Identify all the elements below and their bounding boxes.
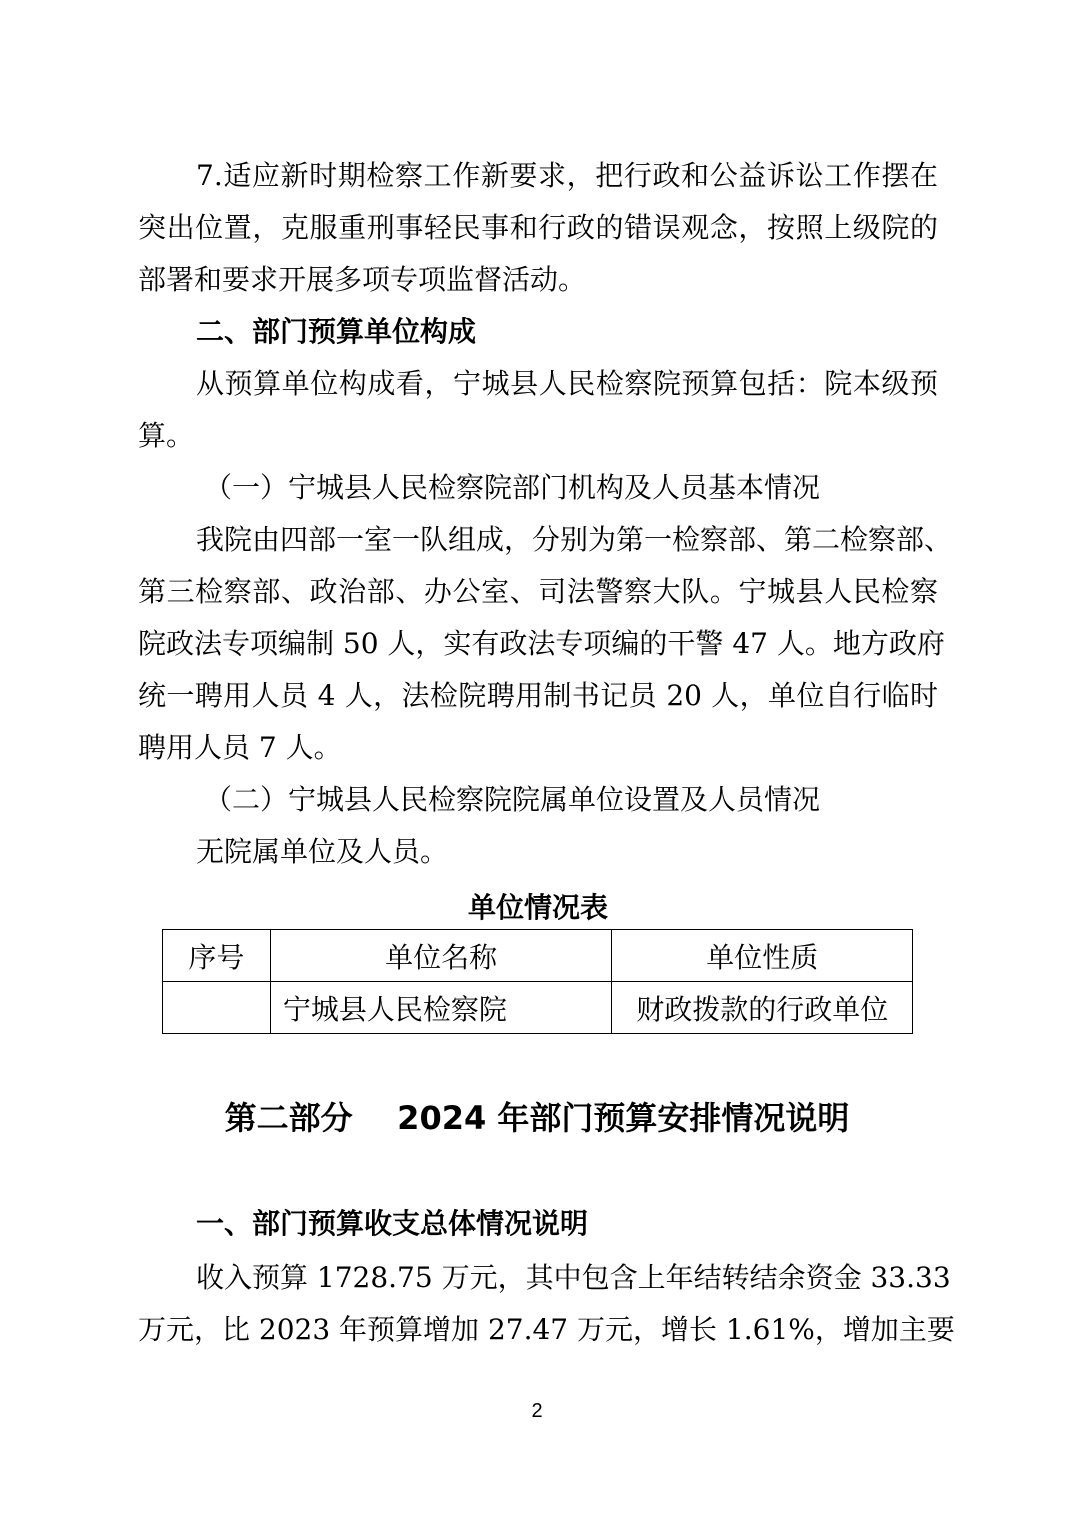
- paragraph-line: 算。: [138, 419, 195, 452]
- section-heading: 一、部门预算收支总体情况说明: [196, 1207, 589, 1240]
- table-cell: [163, 982, 271, 1034]
- subsection-heading: （二）宁城县人民检察院院属单位设置及人员情况: [204, 783, 821, 816]
- subsection-heading: （一）宁城县人民检察院部门机构及人员基本情况: [204, 471, 821, 504]
- table-title: 单位情况表: [467, 891, 608, 924]
- table-row: [163, 982, 913, 1034]
- paragraph-line: 我院由四部一室一队组成，分别为第一检察部、第二检察部、: [196, 523, 953, 556]
- table-cell: 财政拨款的行政单位: [612, 982, 913, 1034]
- unit-table: [162, 929, 913, 1034]
- paragraph-line: 收入预算 1728.75 万元，其中包含上年结转结余资金 33.33: [196, 1261, 951, 1294]
- paragraph-line: 部署和要求开展多项专项监督活动。: [138, 263, 587, 296]
- paragraph-line: 突出位置，克服重刑事轻民事和行政的错误观念，按照上级院的: [138, 211, 938, 244]
- table-header-row: [163, 930, 913, 982]
- header-cell: 单位名称: [270, 930, 612, 982]
- section-heading: 二、部门预算单位构成: [196, 315, 477, 348]
- paragraph-line: 统一聘用人员 4 人，法检院聘用制书记员 20 人，单位自行临时: [138, 679, 938, 712]
- paragraph-line: 院政法专项编制 50 人，实有政法专项编的干警 47 人。地方政府: [138, 627, 945, 660]
- header-cell: 序号: [163, 930, 271, 982]
- page-number: 2: [531, 1400, 543, 1422]
- paragraph-line: 第三检察部、政治部、办公室、司法警察大队。宁城县人民检察: [138, 575, 938, 608]
- header-cell: 单位性质: [612, 930, 913, 982]
- paragraph-line: 万元，比 2023 年预算增加 27.47 万元，增长 1.61%，增加主要: [138, 1313, 955, 1346]
- paragraph-line: 从预算单位构成看，宁城县人民检察院预算包括：院本级预: [196, 367, 938, 400]
- paragraph-line: 聘用人员 7 人。: [138, 731, 342, 764]
- table-cell: 宁城县人民检察院: [270, 982, 612, 1034]
- part-title: 第二部分 2024 年部门预算安排情况说明: [224, 1099, 850, 1137]
- paragraph-line: 7.适应新时期检察工作新要求，把行政和公益诉讼工作摆在: [196, 159, 938, 192]
- paragraph-line: 无院属单位及人员。: [196, 835, 449, 868]
